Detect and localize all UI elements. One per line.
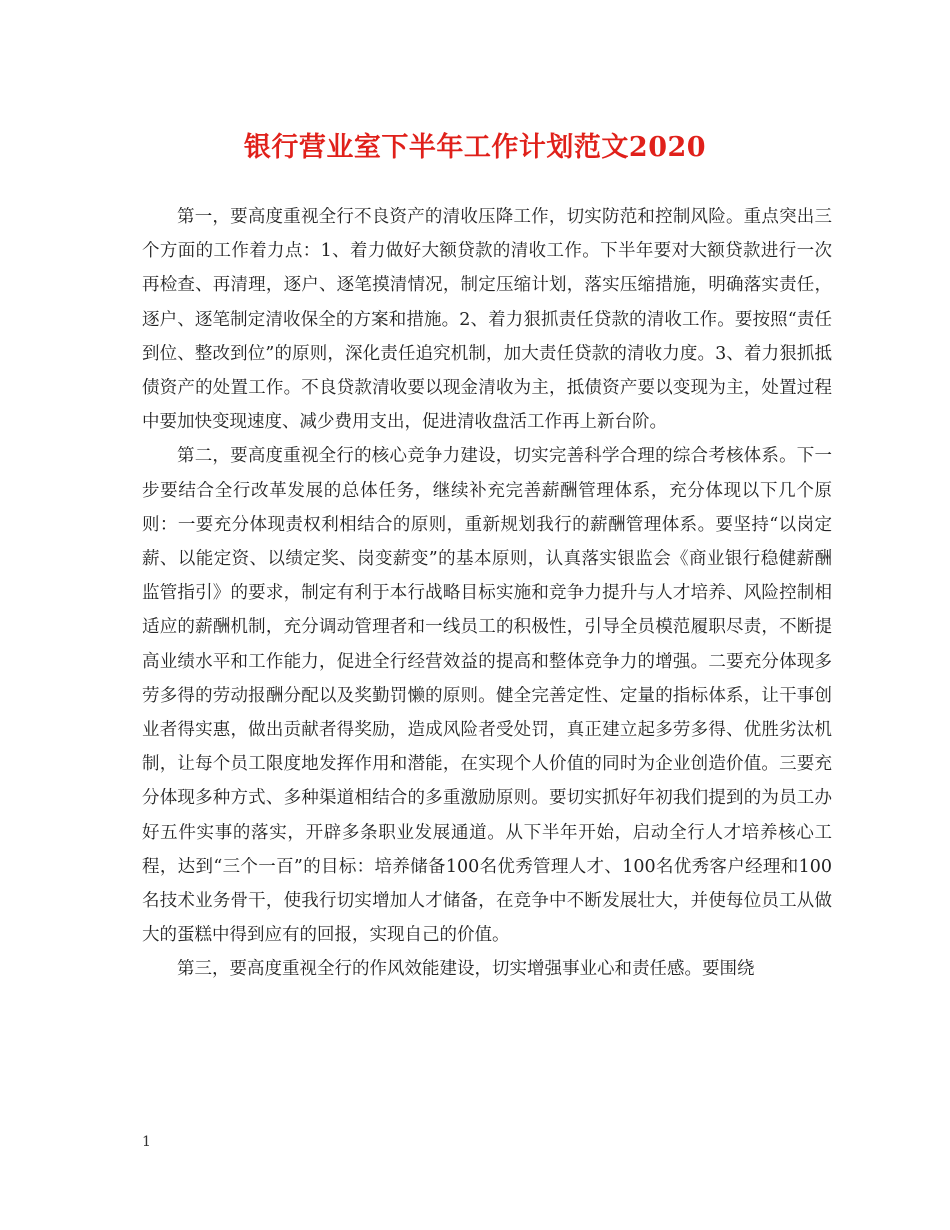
paragraph-3: 第三，要高度重视全行的作风效能建设，切实增强事业心和责任感。要围绕 xyxy=(177,959,755,980)
document-title: 银行营业室下半年工作计划范文2020 xyxy=(243,132,707,163)
document-body xyxy=(142,200,832,987)
page-number: 1 xyxy=(142,1134,151,1150)
paragraph-1: 第一，要高度重视全行不良资产的清收压降工作，切实防范和控制风险。重点突出三个方面的工作着力点：1、着力做好大额贷款的清收工作。下半年要对大额贷款进行一次再检查、再清理，逐户、逐笔摸清情况，制定压缩计划，落实压缩措施，明确落实责任，逐户、逐笔制定清收保全的方案和措施。2、着力狠抓责任贷款的清收工作。要按照“责任到位、整改到位”的原则，深化责任追究机制，加大责任贷款的清收力度。3、着力狠抓抵债资产的处置工作。不良贷款清收要以现金清收为主，抵债资产要以变现为主，处置过程中要加快变现速度、减少费用支出，促进清收盘活工作再上新台阶。 xyxy=(142,207,832,433)
paragraph-2: 第二，要高度重视全行的核心竞争力建设，切实完善科学合理的综合考核体系。下一步要结合全行改革发展的总体任务，继续补充完善薪酬管理体系，充分体现以下几个原则：一要充分体现责权利相结合的原则，重新规划我行的薪酬管理体系。要坚持“以岗定薪、以能定资、以绩定奖、岗变薪变”的基本原则，认真落实银监会《商业银行稳健薪酬监管指引》的要求，制定有利于本行战略目标实施和竞争力提升与人才培养、风险控制相适应的薪酬机制，充分调动管理者和一线员工的积极性，引导全员模范履职尽责，不断提高业绩水平和工作能力，促进全行经营效益的提高和整体竞争力的增强。二要充分体现多劳多得的劳动报酬分配以及奖勤罚懒的原则。健全完善定性、定量的指标体系，让干事创业者得实惠，做出贡献者得奖励，造成风险者受处罚，真正建立起多劳多得、优胜劣汰机制，让每个员工限度地发挥作用和潜能，在实现个人价值的同时为企业创造价值。三要充分体现多种方式、多种渠道相结合的多重激励原则。要切实抓好年初我们提到的为员工办好五件实事的落实，开辟多条职业发展通道。从下半年开始，启动全行人才培养核心工程，达到“三个一百”的目标：培养储备100名优秀管理人才、100名优秀客户经理和100名技术业务骨干，使我行切实增加人才储备，在竞争中不断发展壮大，并使每位员工从做大的蛋糕中得到应有的回报，实现自己的价值。 xyxy=(142,446,832,946)
